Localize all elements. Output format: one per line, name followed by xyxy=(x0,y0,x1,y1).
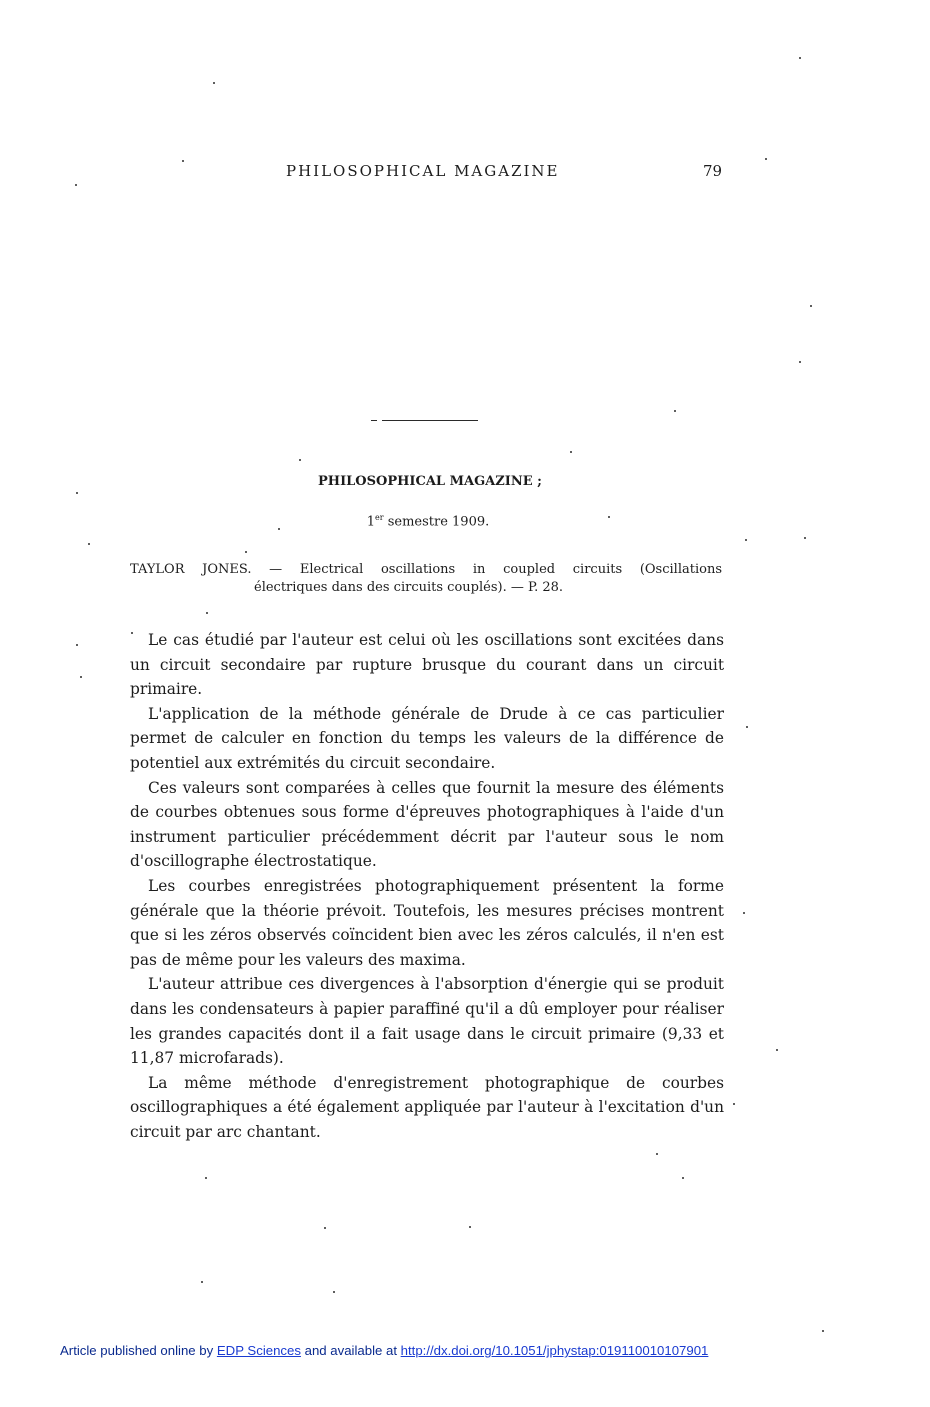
scan-speck xyxy=(245,551,247,553)
section-divider-dash xyxy=(371,420,377,421)
citation-line-1: TAYLOR JONES. — Electrical oscillations in coupled circuits (Oscillations xyxy=(130,562,722,577)
article-body xyxy=(130,628,724,1144)
citation-line-2: électriques dans des circuits couplés). — P. 28. xyxy=(254,580,564,595)
scan-speck xyxy=(570,451,572,453)
scan-speck xyxy=(182,160,184,162)
scan-speck xyxy=(205,1177,207,1179)
scan-speck xyxy=(80,676,82,678)
scan-speck xyxy=(799,361,801,363)
scan-speck xyxy=(333,1291,335,1293)
scan-speck xyxy=(674,410,676,412)
scan-speck xyxy=(76,644,78,646)
scan-speck xyxy=(804,537,806,539)
body-paragraph: Le cas étudié par l'auteur est celui où les oscillations sont excitées dans un circuit secondaire par rupture brusque du courant dans un circuit primaire. xyxy=(130,631,724,699)
scan-speck xyxy=(608,516,610,518)
scan-speck xyxy=(765,158,767,160)
section-divider xyxy=(382,420,478,421)
scan-speck xyxy=(656,1153,658,1155)
scan-speck xyxy=(131,632,133,634)
scan-speck xyxy=(746,726,748,728)
scan-speck xyxy=(88,543,90,545)
scan-speck xyxy=(213,82,215,84)
publisher-link[interactable]: EDP Sciences xyxy=(216,1343,301,1358)
scan-speck xyxy=(776,1049,778,1051)
running-title: PHILOSOPHICAL MAGAZINE xyxy=(286,162,560,180)
section-title: PHILOSOPHICAL MAGAZINE ; xyxy=(318,474,542,489)
semester-line xyxy=(0,513,856,529)
footer-prefix: Article published online by xyxy=(60,1343,217,1358)
semester-superscript: er xyxy=(375,513,384,522)
scan-speck xyxy=(799,57,801,59)
footer-middle: and available at xyxy=(300,1343,401,1358)
body-paragraph: L'application de la méthode générale de Drude à ce cas particulier permet de calculer en fonction du temps les valeurs de la différence de potentiel aux extrémités du circuit secondaire. xyxy=(130,704,724,772)
scan-speck xyxy=(201,1281,203,1283)
scan-speck xyxy=(822,1330,824,1332)
publication-footer xyxy=(60,1343,708,1358)
scan-speck xyxy=(278,528,280,530)
semester-text: semestre 1909. xyxy=(383,514,490,530)
scan-speck xyxy=(75,184,77,186)
body-paragraph: La même méthode d'enregistrement photographique de courbes oscillographiques a été également appliquée par l'auteur à l'excitation d'un circuit par arc chantant. xyxy=(130,1073,724,1141)
scan-speck xyxy=(76,492,78,494)
scan-speck xyxy=(299,459,301,461)
scan-speck xyxy=(745,539,747,541)
scan-speck xyxy=(206,612,208,614)
doi-link[interactable]: http://dx.doi.org/10.1051/jphystap:019110010107901 xyxy=(400,1343,709,1358)
scan-speck xyxy=(469,1226,471,1228)
body-paragraph: Les courbes enregistrées photographiquement présentent la forme générale que la théorie prévoit. Toutefois, les mesures précises montrent que si les zéros observés coïncident bien avec les zéros calculés, il n'en est pas de même pour les valeurs des maxima. xyxy=(130,876,724,969)
scan-speck xyxy=(733,1103,735,1105)
body-paragraph: L'auteur attribue ces divergences à l'absorption d'énergie qui se produit dans les condensateurs à papier paraffiné qu'il a dû employer pour réaliser les grandes capacités dont il a fait usage dans le circuit primaire (9,33 et 11,87 microfarads). xyxy=(130,975,724,1068)
page-number: 79 xyxy=(703,162,723,180)
scan-speck xyxy=(743,912,745,914)
scan-speck xyxy=(324,1227,326,1229)
scan-speck xyxy=(682,1177,684,1179)
semester-number: 1 xyxy=(366,514,376,530)
article-citation xyxy=(130,561,722,597)
scan-speck xyxy=(810,305,812,307)
body-paragraph: Ces valeurs sont comparées à celles que fournit la mesure des éléments de courbes obtenues sous forme d'épreuves photographiques à l'aide d'un instrument particulier précédemment décrit par l'auteur sous le nom d'oscillographe électrostatique. xyxy=(130,778,724,871)
